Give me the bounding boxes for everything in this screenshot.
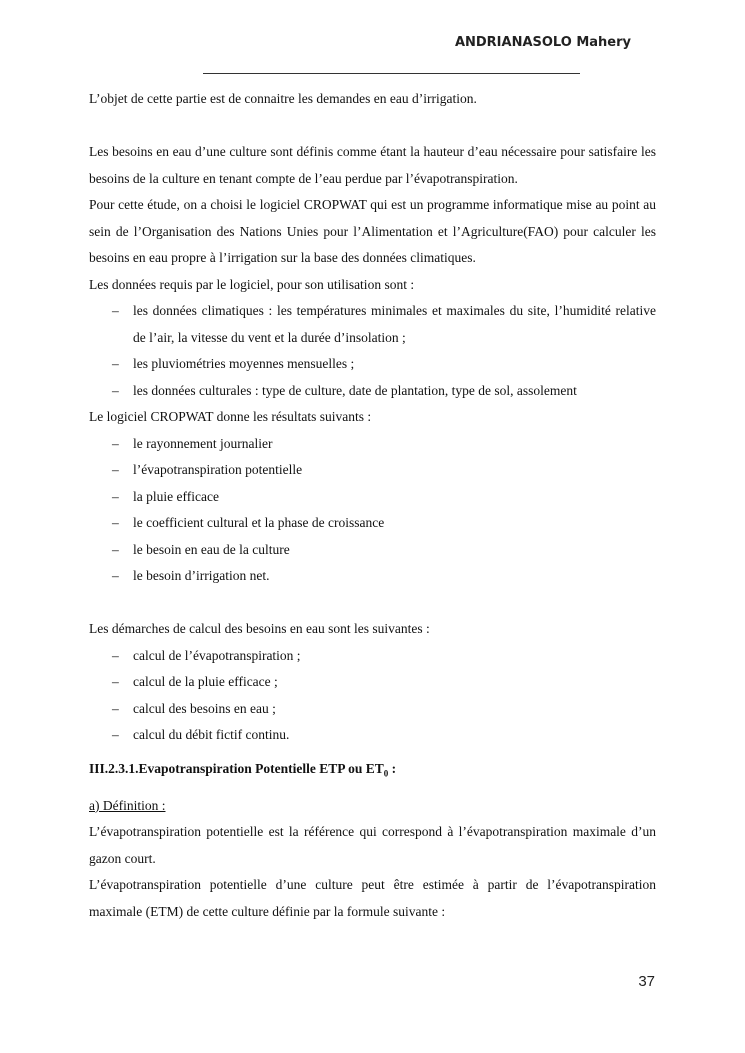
list-item (89, 722, 656, 749)
list-item-text: les pluviométries moyennes mensuelles ; (133, 356, 355, 371)
page-header (455, 35, 631, 50)
list-item (89, 378, 656, 405)
page-number: 37 (638, 973, 655, 990)
spacer (89, 113, 656, 140)
dash-bullet: – (112, 727, 119, 742)
dash-bullet: – (112, 382, 119, 398)
section-heading-suffix: : (388, 760, 397, 776)
list-item-text: calcul des besoins en eau ; (133, 700, 276, 716)
needs-definition-paragraph: Les besoins en eau d’une culture sont définis comme étant la hauteur d’eau nécessaire pour satisfaire les besoins de la culture en tenant compte de l’eau perdue par l’évapotranspiration. (89, 144, 656, 186)
dash-bullet: – (112, 700, 119, 716)
list-item-text: les données culturales : type de culture, date de plantation, type de sol, assolement (133, 382, 577, 398)
definition-heading (89, 793, 656, 820)
steps-list (89, 643, 656, 749)
dash-bullet: – (112, 674, 119, 689)
list-item-text: calcul de la pluie efficace ; (133, 674, 278, 689)
dash-bullet: – (112, 488, 119, 504)
dash-bullet: – (112, 462, 119, 477)
spacer (89, 590, 656, 617)
dash-bullet: – (112, 356, 119, 371)
list-item-text: calcul du débit fictif continu. (133, 727, 290, 742)
dash-bullet: – (112, 647, 119, 663)
list-item-text: calcul de l’évapotranspiration ; (133, 647, 301, 663)
list-item (89, 351, 656, 378)
definition-heading-text: a) Définition : (89, 797, 166, 813)
list-item (89, 431, 656, 458)
list-item (89, 537, 656, 564)
list-item (89, 298, 656, 351)
dash-bullet: – (112, 568, 119, 583)
section-heading (89, 756, 656, 787)
section-heading-text: III.2.3.1.Evapotranspiration Potentielle ETP ou ET (89, 760, 384, 776)
header-author: ANDRIANASOLO Mahery (454, 35, 631, 50)
data-list (89, 298, 656, 404)
list-item (89, 484, 656, 511)
list-item (89, 696, 656, 723)
document-body (89, 86, 656, 925)
results-intro: Le logiciel CROPWAT donne les résultats suivants : (89, 409, 372, 424)
list-item-text: les données climatiques : les températures minimales et maximales du site, l’humidité relative de l’air, la vitesse du vent et la durée d’insolation ; (133, 303, 656, 345)
dash-bullet: – (112, 541, 119, 557)
list-item-text: l’évapotranspiration potentielle (133, 462, 303, 477)
header-rule (203, 73, 580, 74)
cropwat-paragraph: Pour cette étude, on a choisi le logiciel CROPWAT qui est un programme informatique mise au point au sein de l’Organisation des Nations Unies pour l’Alimentation et l’Agriculture(FAO) pour calculer les besoins en eau propre à l’irrigation sur la base des données climatiques. (89, 197, 656, 265)
section-heading-subscript: 0 (383, 768, 389, 779)
list-item (89, 669, 656, 696)
intro-paragraph: L’objet de cette partie est de connaitre les demandes en eau d’irrigation. (89, 91, 477, 106)
results-list (89, 431, 656, 590)
definition-paragraph-1: L’évapotranspiration potentielle est la référence qui correspond à l’évapotranspiration maximale d’un gazon court. (89, 824, 656, 866)
steps-intro: Les démarches de calcul des besoins en eau sont les suivantes : (89, 621, 430, 636)
dash-bullet: – (112, 515, 119, 530)
list-item-text: le coefficient cultural et la phase de croissance (133, 515, 385, 530)
list-item-text: le besoin en eau de la culture (133, 541, 290, 557)
list-item (89, 510, 656, 537)
list-item-text: le rayonnement journalier (133, 435, 273, 451)
dash-bullet: – (112, 303, 119, 318)
list-item (89, 643, 656, 670)
list-item-text: le besoin d’irrigation net. (133, 568, 270, 583)
list-item (89, 457, 656, 484)
data-intro: Les données requis par le logiciel, pour son utilisation sont : (89, 276, 415, 292)
list-item (89, 563, 656, 590)
definition-paragraph-2: L’évapotranspiration potentielle d’une culture peut être estimée à partir de l’évapotranspiration maximale (ETM) de cette culture définie par la formule suivante : (89, 877, 656, 919)
list-item-text: la pluie efficace (133, 488, 219, 504)
dash-bullet: – (112, 435, 119, 451)
